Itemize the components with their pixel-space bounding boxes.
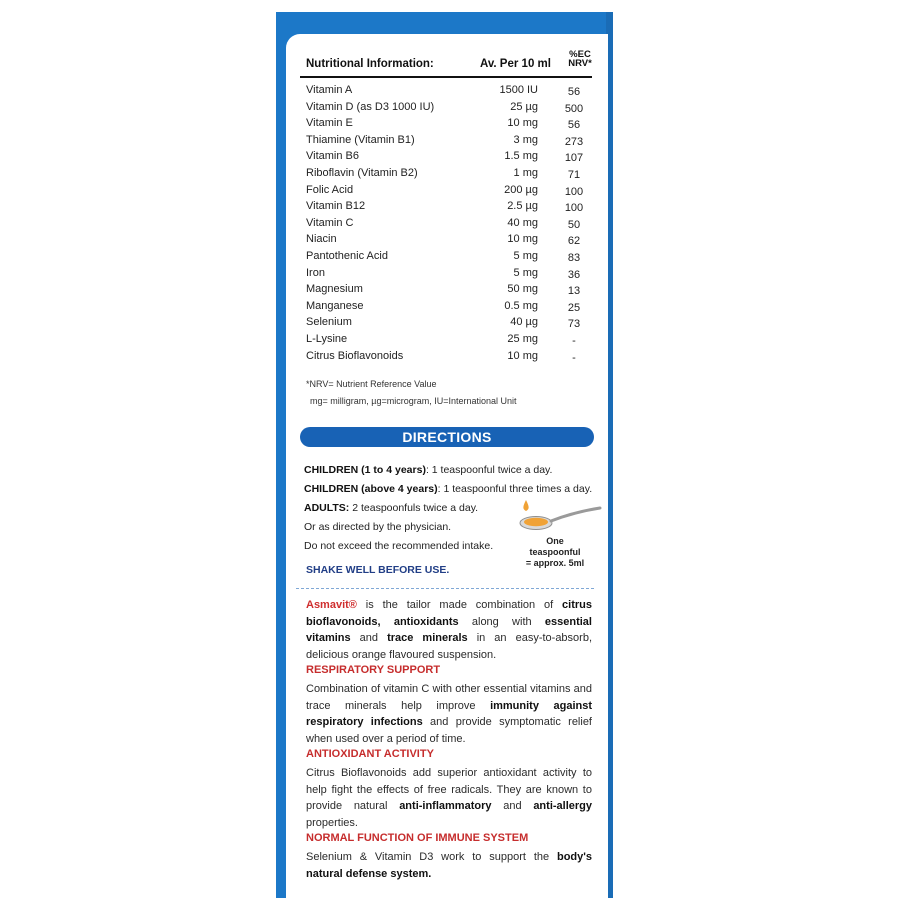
brand-name: Asmavit®: [306, 599, 357, 611]
nutrition-row: [306, 233, 596, 249]
nutrient-name: Iron: [306, 266, 325, 279]
nutrient-nrv: 71: [567, 169, 581, 181]
nutrient-amount: 2.5 µg: [507, 200, 538, 213]
nutrient-name: Vitamin A: [306, 84, 353, 96]
nutrient-amount: 40 µg: [510, 316, 538, 329]
antioxidant-activity-text: [306, 765, 592, 832]
description-text: Combination of vitamin C with other essential vitamins and trace minerals help improve: [306, 683, 592, 712]
description-bold: immunity against respiratory infections: [306, 699, 592, 729]
nutrition-row: [306, 184, 596, 200]
children-above-4-label: CHILDREN (above 4 years): [304, 483, 438, 495]
nutrient-amount: 50 mg: [507, 283, 538, 296]
nutrient-name: Folic Acid: [306, 183, 354, 196]
nutrient-nrv: 100: [564, 202, 584, 215]
nutrient-amount: 10 mg: [507, 117, 538, 130]
nutrition-row: [306, 250, 596, 266]
nutrition-row: [306, 350, 596, 366]
nutrient-nrv: 83: [567, 252, 581, 264]
nutrient-nrv: 62: [567, 235, 581, 248]
nutrient-name: Thiamine (Vitamin B1): [306, 133, 415, 146]
children-1-4-dose: : 1 teaspoonful twice a day.: [425, 464, 553, 476]
product-description: [306, 597, 592, 664]
description-text: and: [491, 800, 534, 813]
description-bold: citrus bioflavonoids, antioxidants: [306, 599, 592, 628]
description-bold: essential vitamins: [306, 615, 592, 645]
nutrient-amount: 200 µg: [504, 183, 538, 196]
teaspoon-caption: [520, 536, 590, 569]
nutrient-name: Pantothenic Acid: [306, 250, 388, 262]
respiratory-support-heading: RESPIRATORY SUPPORT: [306, 664, 441, 676]
description-bold: body's natural defense system.: [306, 851, 592, 880]
directions-physician: Or as directed by the physician.: [304, 521, 452, 533]
nutrient-name: Citrus Bioflavonoids: [306, 349, 404, 362]
nutrient-name: Manganese: [306, 299, 364, 312]
nutrient-name: Niacin: [306, 233, 337, 246]
nutrient-amount: 10 mg: [507, 233, 538, 246]
description-bold: anti-inflammatory: [399, 800, 492, 813]
immune-system-text: [306, 849, 592, 882]
nutrient-amount: 40 mg: [507, 216, 538, 229]
nutrition-row: [306, 283, 596, 299]
description-text: is the tailor made combination of: [356, 599, 563, 611]
nutrient-name: Vitamin D (as D3 1000 IU): [306, 100, 435, 113]
nutrient-amount: 3 mg: [513, 133, 538, 146]
nutrition-row: [306, 316, 596, 332]
nutrition-header-rule: [300, 76, 592, 78]
nutrient-amount: 1500 IU: [499, 84, 538, 96]
nutrient-amount: 5 mg: [513, 266, 538, 279]
respiratory-support-text: [306, 681, 592, 748]
nutrient-name: Vitamin E: [306, 117, 353, 130]
directions-adults: [304, 502, 478, 514]
amount-column-header: Av. Per 10 ml: [480, 58, 551, 70]
description-text: along with: [458, 615, 545, 628]
description-text: in an easy-to-absorb, delicious orange flavoured suspension.: [306, 632, 593, 662]
nutrient-nrv: 13: [567, 285, 581, 298]
nutrition-row: [306, 200, 596, 216]
directions-children-1-4: [304, 464, 552, 476]
nutrient-name: Selenium: [306, 316, 352, 329]
nutrition-row: [306, 117, 596, 133]
nutrition-row: [306, 267, 596, 283]
nutrient-amount: 0.5 mg: [504, 299, 538, 312]
nrv-footnote: *NRV= Nutrient Reference Value: [306, 379, 437, 389]
teaspoon-caption-line1: One teaspoonful: [529, 536, 581, 557]
children-above-4-dose: : 1 teaspoonful three times a day.: [437, 483, 593, 495]
directions-banner: DIRECTIONS: [300, 427, 594, 447]
nutrition-row: [306, 167, 596, 183]
nutrient-nrv: 25: [567, 301, 581, 314]
nutrient-nrv: 100: [564, 185, 584, 198]
antioxidant-activity-heading: ANTIOXIDANT ACTIVITY: [306, 748, 434, 760]
immune-system-heading: NORMAL FUNCTION OF IMMUNE SYSTEM: [306, 832, 529, 844]
teaspoon-icon: [514, 496, 604, 536]
description-text: Selenium & Vitamin D3 work to support the: [306, 851, 557, 863]
adults-label: ADULTS:: [304, 502, 350, 514]
nutrient-nrv: 56: [567, 86, 581, 98]
nutrient-nrv: -: [572, 335, 576, 347]
nutrition-title: Nutritional Information:: [306, 58, 434, 70]
nutrient-amount: 1 mg: [513, 167, 538, 179]
nutrition-row: [306, 300, 596, 316]
nutrient-amount: 25 mg: [507, 333, 538, 345]
shake-well-notice: SHAKE WELL BEFORE USE.: [306, 564, 450, 576]
description-text: and: [350, 632, 388, 645]
units-footnote: mg= milligram, µg=microgram, IU=International Unit: [310, 396, 517, 406]
nutrition-row: [306, 101, 596, 117]
nutrition-row: [306, 333, 596, 349]
nutrition-row: [306, 217, 596, 233]
nutrient-nrv: 107: [564, 152, 584, 165]
nutrition-row: [306, 150, 596, 166]
description-text: properties.: [306, 817, 358, 830]
description-bold: anti-allergy: [533, 800, 592, 813]
nutrition-row: [306, 84, 596, 100]
directions-children-above-4: [304, 483, 592, 495]
nutrient-name: Riboflavin (Vitamin B2): [306, 167, 418, 179]
directions-warning: Do not exceed the recommended intake.: [304, 540, 494, 552]
nutrition-row: [306, 134, 596, 150]
section-divider: [296, 588, 594, 589]
nrv-header-line2: NRV*: [568, 58, 592, 69]
nutrient-amount: 25 µg: [510, 100, 538, 113]
syrup-drop-icon: [523, 500, 528, 511]
description-text: and provide symptomatic relief when used over a period of time.: [306, 716, 592, 746]
adults-dose: 2 teaspoonfuls twice a day.: [349, 502, 479, 514]
nutrient-name: Vitamin B12: [306, 200, 366, 213]
nrv-column-header: [558, 50, 602, 68]
nutrient-name: L-Lysine: [306, 333, 348, 345]
teaspoon-caption-line2: = approx. 5ml: [525, 558, 585, 568]
nutrient-nrv: -: [572, 351, 576, 364]
nutrient-nrv: 50: [567, 218, 581, 231]
nutrient-nrv: 500: [564, 102, 584, 115]
nutrient-nrv: 36: [567, 268, 581, 281]
children-1-4-label: CHILDREN (1 to 4 years): [304, 464, 426, 476]
nutrient-nrv: 73: [567, 318, 581, 331]
nrv-header-line1: %EC: [569, 49, 591, 60]
nutrient-name: Vitamin B6: [306, 150, 359, 163]
nutrient-name: Vitamin C: [306, 216, 354, 229]
nutrient-name: Magnesium: [306, 283, 363, 296]
nutrient-amount: 5 mg: [513, 250, 538, 262]
nutrient-amount: 1.5 mg: [504, 150, 538, 163]
nutrient-amount: 10 mg: [507, 349, 538, 362]
nutrient-nrv: 56: [567, 119, 581, 132]
description-text: Citrus Bioflavonoids add superior antioxidant activity to help fight the effects of free radicals. They are known to provide natural: [306, 767, 592, 813]
nutrient-nrv: 273: [564, 135, 584, 148]
description-bold: trace minerals: [387, 632, 468, 645]
